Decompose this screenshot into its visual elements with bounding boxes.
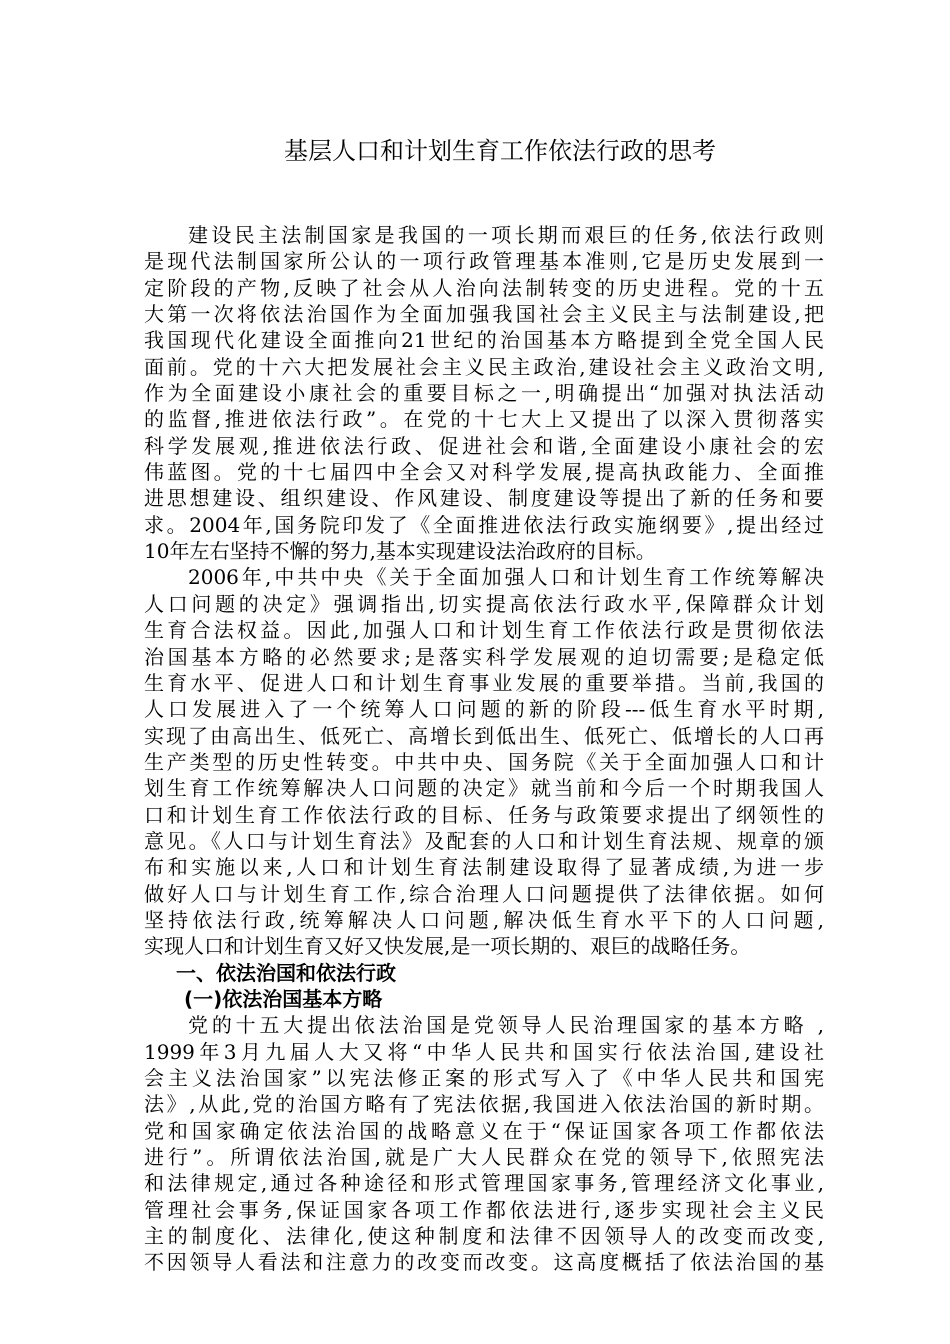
text-line: 作为全面建设小康社会的重要目标之一,明确提出“加强对执法活动 xyxy=(144,381,824,406)
text-line: 做好人口与计划生育工作,综合治理人口问题提供了法律依据。如何 xyxy=(144,881,824,906)
document-title: 基层人口和计划生育工作依法行政的思考 xyxy=(284,137,716,165)
text-line: 的监督,推进依法行政”。在党的十七大上又提出了以深入贯彻落实 xyxy=(144,407,824,432)
text-line: 生育合法权益。因此,加强人口和计划生育工作依法行政是贯彻依法 xyxy=(144,618,824,643)
text-line: 科学发展观,推进依法行政、促进社会和谐,全面建设小康社会的宏 xyxy=(144,433,824,458)
text-line: 实现了由高出生、低死亡、高增长到低出生、低死亡、低增长的人口再 xyxy=(144,723,824,748)
text-line: 会主义法治国家”以宪法修正案的形式写入了《中华人民共和国宪 xyxy=(144,1066,824,1090)
paragraph-2 xyxy=(144,564,824,959)
text-line: 党和国家确定依法治国的战略意义在于“保证国家各项工作都依法 xyxy=(144,1118,824,1143)
text-line: 建设民主法制国家是我国的一项长期而艰巨的任务,依法行政则 xyxy=(188,223,824,247)
text-line: 1999年3月九届人大又将“中华人民共和国实行依法治国,建设社 xyxy=(144,1039,824,1064)
text-line: 管理社会事务,保证国家各项工作都依法进行,逐步实现社会主义民 xyxy=(144,1197,824,1222)
text-line: 进思想建设、组织建设、作风建设、制度建设等提出了新的任务和要 xyxy=(144,486,824,511)
document-body xyxy=(144,222,824,1276)
text-line: 面前。党的十六大把发展社会主义民主政治,建设社会主义政治文明, xyxy=(144,354,824,379)
subsection-heading: (一)依法治国基本方略 xyxy=(184,986,383,1011)
section-heading: 一、依法治国和依法行政 xyxy=(176,960,396,985)
text-line: 法》,从此,党的治国方略有了宪法依据,我国进入依法治国的新时期。 xyxy=(144,1092,824,1117)
text-line: 人口发展进入了一个统筹人口问题的新的阶段---低生育水平时期, xyxy=(144,697,824,722)
text-line: 划生育工作统筹解决人口问题的决定》就当前和今后一个时期我国人 xyxy=(144,776,824,801)
text-line: 生产类型的历史性转变。中共中央、国务院《关于全面加强人口和计 xyxy=(144,749,824,774)
text-line: 人口问题的决定》强调指出,切实提高依法行政水平,保障群众计划 xyxy=(144,591,824,616)
text-line: 主的制度化、法律化,使这种制度和法律不因领导人的改变而改变, xyxy=(144,1224,824,1249)
text-line: 10年左右坚持不懈的努力,基本实现建设法治政府的目标。 xyxy=(144,539,656,564)
text-line: 实现人口和计划生育又好又快发展,是一项长期的、艰巨的战略任务。 xyxy=(144,934,751,959)
text-line: 和法律规定,通过各种途径和形式管理国家事务,管理经济文化事业, xyxy=(144,1171,824,1196)
text-line: 生育水平、促进人口和计划生育事业发展的重要举措。当前,我国的 xyxy=(144,670,824,695)
text-line: 不因领导人看法和注意力的改变而改变。这高度概括了依法治国的基 xyxy=(144,1250,824,1275)
paragraph-1 xyxy=(144,222,824,564)
text-line: 布和实施以来,人口和计划生育法制建设取得了显著成绩,为进一步 xyxy=(144,855,824,880)
text-line: 口和计划生育工作依法行政的目标、任务与政策要求提出了纲领性的 xyxy=(144,802,824,827)
text-line: 求。2004年,国务院印发了《全面推进依法行政实施纲要》,提出经过 xyxy=(144,512,824,537)
text-line: 我国现代化建设全面推向21世纪的治国基本方略提到全党全国人民 xyxy=(144,328,824,353)
text-line: 党的十五大提出依法治国是党领导人民治理国家的基本方略 , xyxy=(188,1013,824,1038)
text-line: 2006年,中共中央《关于全面加强人口和计划生育工作统筹解决 xyxy=(188,565,824,590)
text-line: 是现代法制国家所公认的一项行政管理基本准则,它是历史发展到一 xyxy=(144,249,824,274)
text-line: 进行”。所谓依法治国,就是广大人民群众在党的领导下,依照宪法 xyxy=(144,1145,824,1170)
paragraph-3 xyxy=(144,1012,824,1275)
text-line: 意见。《人口与计划生育法》及配套的人口和计划生育法规、规章的颁 xyxy=(144,828,824,853)
text-line: 大第一次将依法治国作为全面加强我国社会主义民主与法制建设,把 xyxy=(144,302,824,327)
text-line: 定阶段的产物,反映了社会从人治向法制转变的历史进程。党的十五 xyxy=(144,275,824,300)
text-line: 伟蓝图。党的十七届四中全会又对科学发展,提高执政能力、全面推 xyxy=(144,460,824,485)
text-line: 治国基本方略的必然要求;是落实科学发展观的迫切需要;是稳定低 xyxy=(144,644,824,669)
text-line: 坚持依法行政,统筹解决人口问题,解决低生育水平下的人口问题, xyxy=(144,907,824,932)
